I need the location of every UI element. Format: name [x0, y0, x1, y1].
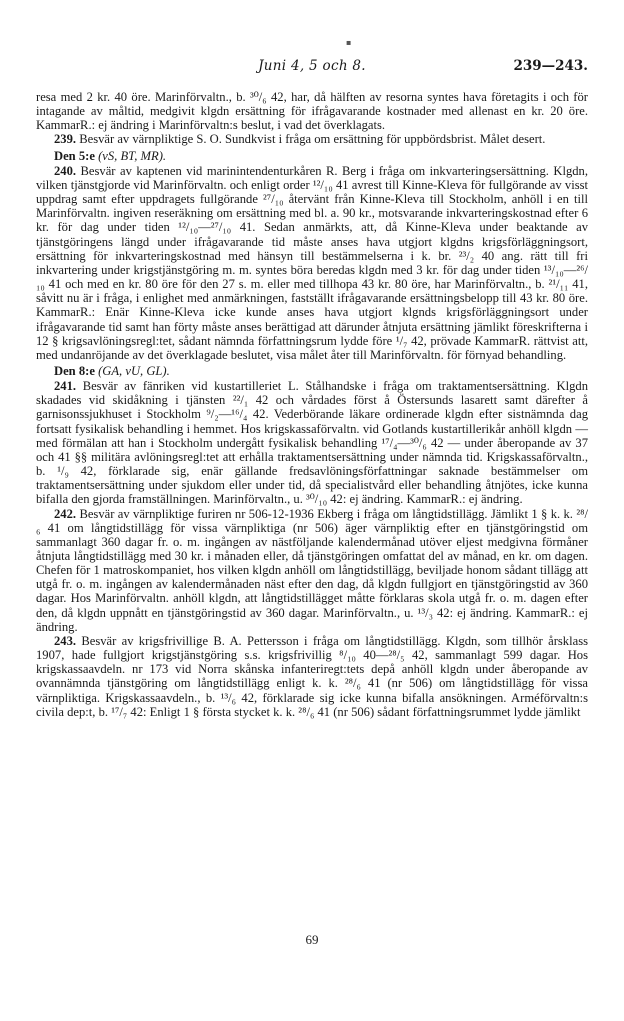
section-label: Den 5:e	[54, 148, 95, 163]
case-number: 242.	[54, 506, 77, 521]
case-241	[36, 379, 588, 506]
case-240	[36, 164, 588, 362]
case-text: Besvär av värnpliktige S. O. Sundkvist i fråga om ersättning för uppbördsbrist. Målet desert.	[79, 132, 546, 147]
section-heading-5	[36, 149, 588, 163]
body-text	[36, 90, 588, 719]
case-number: 240.	[54, 163, 77, 178]
section-heading-8	[36, 364, 588, 378]
case-range: 239—243.	[513, 58, 588, 74]
section-panel: (vS, BT, MR).	[98, 148, 167, 163]
case-243	[36, 634, 588, 719]
section-label: Den 8:e	[54, 363, 95, 378]
case-number: 239.	[54, 132, 77, 147]
case-242	[36, 507, 588, 634]
paragraph-text: resa med 2 kr. 40 öre. Marinförvaltn., b. ³⁰/₆ 42, har, då hälften av resorna syntes hava företagits i och för intagande av måltid, medgivit klgdn ersättning för ifrågavarande kostnader med allenast en kr. 20 öre. KammarR.: ej ändring i Marinförvaltn:s beslut, i vad det överklagats.	[36, 90, 588, 133]
case-number: 243.	[54, 633, 77, 648]
section-panel: (GA, vU, GL).	[98, 363, 170, 378]
print-mark: ▪	[346, 38, 352, 47]
case-text: Besvär av fänriken vid kustartilleriet L. Stålhandske i fråga om traktamentsersättning. Klgdn skadades vid skidåkning i tjänsten ²²/₁ 42 och vårdades först å Östersunds lasarett samt därefter å garnisonssjukhuset i Stockholm ⁹/₂—¹⁶/₄ 42. Vederbörande läkare ordinerade klgdn efter sistnämnda dag fortsatt fysikalisk behandling i hemmet. Hos krigskassaförvaltn. vid Gotlands kustartillerikår anhöll klgdn — med förmälan att han i Stockholm undergått fysikalisk behandling ¹⁷/₄—³⁰/₆ 42 — under åberopande av 37 och 41 §§ militära avlöningsregl:tet att erhålla traktamentsersättning under nämnda tid. Krigskassaförvaltn., b. ¹/₉ 42, förklarade sig, enär gällande fredsavlöningsförfattningar saknade bestämmelser om traktamentsersättning under sjukdom eller under tid, då specialistvård eller behandling åtnjötes, icke kunna bifalla den gjorda framställningen. Marinförvaltn., u. ³⁰/₁₀ 42: ej ändring. KammarR.: ej ändring.	[36, 379, 588, 507]
case-text: Besvär av kaptenen vid marinintendenturkåren R. Berg i fråga om inkvarteringsersättning. Klgdn, vilken tjänstgjorde vid Marinförvaltn. och enligt order ¹²/₁₀ 41 avrest till Kinne-Kleva för fullgörande av visst uppdrag samt efter uppdragets fullgörande ²⁷/₁₀ återvänt från Kinne-Kleva till Stockholm, anhöll i en till Marinförvaltn. ingiven reseräkning om ersättning med bl. a. 90 kr., motsvarande inkvarteringskostnad efter 6 kr. för dag under tiden ¹²/₁₀—²⁷/₁₀ 41. Sedan anmärkts, att, då Kinne-Kleva under beaktande av tjänstgöringens längd under ifrågavarande tid måste anses hava utgjort klgdns krigsförläggningsort, ersättning för inkvarteringskostnad med hänsyn till bestämmelserna i k. br. ²³/₂ 40 ang. rätt till fri inkvartering under krigstjänstgöring m. m. syntes böra beredas klgdn med 3 kr. för dag under tiden ¹³/₁₀—²⁶/₁₀ 41 och med en kr. 80 öre för den 27 s. m. eller med tillhopa 43 kr. 80 öre, har Marinförvaltn., b. ²¹/₁₁ 41, såvitt nu är i fråga, i enlighet med anmärkningen, fastställt ifrågavarande ersättningsbelopp till 43 kr. 80 öre. KammarR.: Enär Kinne-Kleva icke kunde anses hava utgjort klgnds krigsförläggningsort under ifrågavarande tid samt han förty måste anses berättigad att därunder åtnjuta ersättning jämlikt föreskrifterna i 12 § krigsavlöningsregl:tet, sådant nämnda författningsrum lydde före ¹/₇ 42, prövade KammarR. rättvist att, med undanröjande av det överklagade beslutet, visa målet åter till Marinförvaltn. för förnyad behandling.	[36, 163, 588, 362]
case-239	[36, 132, 588, 146]
case-text: Besvär av värnpliktige furiren nr 506-12-1936 Ekberg i fråga om långtidstillägg. Jämlikt 1 § k. k. ²⁸/₆ 41 om långtidstillägg för vissa värnpliktiga (nr 506) äger värnpliktig efter en tjänstgöringstid om sammanlagt 360 dagar fr. o. m. ingången av nästföljande kalendermånad utöver eljest medgivna förmåner åtnjuta långtidstillägg med 30 kr. i månaden eller, då tjänstgöringen omfattat del av månad, en kr. om dagen. Chefen för 1 matroskompaniet, hos vilken klgdn anhöll om långtidstillägg, beviljade honom sådant tillägg att utgå fr. o. m. ingången av kalendermånaden näst efter den dag, då klgdn fullgjort en tjänstgöringstid av 360 dagar. Hos Marinförvaltn. anhöll klgdn, att långtidstillägget måtte förklaras skola utgå fr. o. m. dagen efter den, då klgdn uppnått en tjänstgöringstid av 360 dagar. Marinförvaltn., u. ¹³/₃ 42: ej ändring. KammarR.: ej ändring.	[36, 506, 589, 634]
case-number: 241.	[54, 379, 77, 394]
page-number: 69	[305, 932, 319, 947]
case-text: Besvär av krigsfrivillige B. A. Pettersson i fråga om långtidstillägg. Klgdn, som tillhör årsklass 1907, hade fullgjort krigstjänstgöring s.s. krigsfrivillig ⁸/₁₀ 40—²⁸/₅ 42, sammanlagt 599 dagar. Hos krigskassaavdeln. nr 173 vid Norra skånska infanteriregt:tets depå anhöll klgdn under åberopande av ovannämnda tjänstgöring om långtidstillägg enligt k. k. ²⁸/₆ 41 (nr 506) om långtidstillägg för vissa värnpliktiga. Krigskassaavdeln., b. ¹³/₆ 42, förklarade sig icke kunna bifalla ansökningen. Arméförvaltn:s civila dep:t, b. ¹⁷/₇ 42: Enligt 1 § första stycket k. k. ²⁸/₆ 41 (nr 506) sådant författningsrummet lydde jämlikt	[36, 633, 588, 719]
paragraph-continuation	[36, 90, 588, 132]
running-header	[36, 58, 588, 78]
running-title: Juni 4, 5 och 8.	[258, 58, 366, 74]
